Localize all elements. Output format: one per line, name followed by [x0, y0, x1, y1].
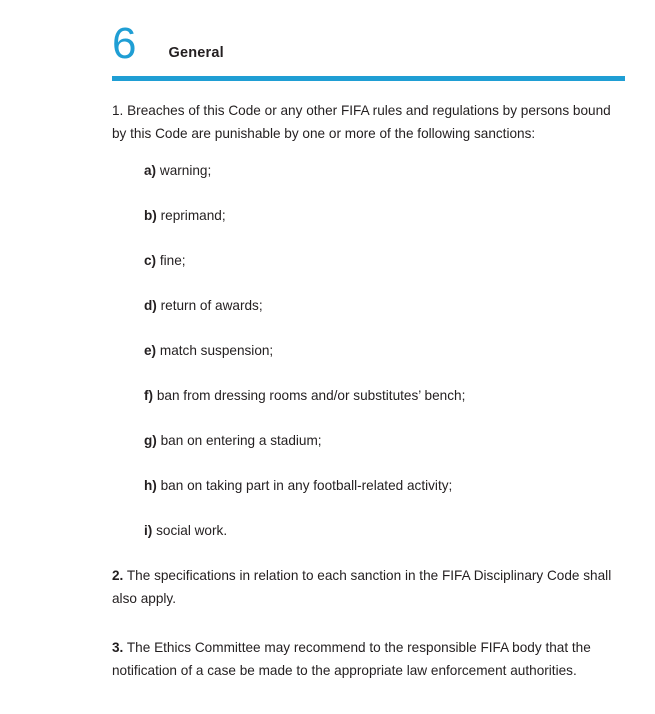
- intro-paragraph: 1. Breaches of this Code or any other FIFA rules and regulations by persons bound by this Code are punishable by one or more of the following sanctions:: [112, 103, 611, 141]
- chapter-title: General: [168, 45, 224, 61]
- list-item-marker: e): [144, 343, 157, 358]
- list-item: [112, 384, 625, 407]
- list-item-marker: h): [144, 478, 157, 493]
- list-item-text: match suspension;: [156, 343, 274, 358]
- list-item-text: warning;: [156, 163, 212, 178]
- paragraph-3-number: 3.: [112, 640, 124, 655]
- list-item-text: ban from dressing rooms and/or substitutes’ bench;: [153, 388, 466, 403]
- list-item: [112, 159, 625, 182]
- header-divider: [112, 76, 625, 81]
- list-item-text: return of awards;: [156, 298, 263, 313]
- list-item: [112, 519, 625, 542]
- list-item-marker: f): [144, 388, 154, 403]
- list-item-text: social work.: [152, 523, 228, 538]
- list-item-marker: b): [144, 208, 157, 223]
- list-item: [112, 429, 625, 452]
- list-item-marker: a): [144, 163, 157, 178]
- page-header: [112, 0, 625, 66]
- paragraph-3-text: The Ethics Committee may recommend to the responsible FIFA body that the notification of a case be made to the appropriate law enforcement authorities.: [112, 640, 591, 678]
- paragraph-2: [112, 564, 625, 610]
- paragraph-2-text: The specifications in relation to each sanction in the FIFA Disciplinary Code shall also apply.: [112, 568, 612, 606]
- list-item-text: ban on taking part in any football-related activity;: [156, 478, 453, 493]
- list-item-text: fine;: [156, 253, 186, 268]
- list-item: [112, 204, 625, 227]
- list-item-text: ban on entering a stadium;: [156, 433, 322, 448]
- list-item: [112, 339, 625, 362]
- sanctions-list: [112, 159, 625, 542]
- list-item-marker: g): [144, 433, 157, 448]
- list-item-marker: d): [144, 298, 157, 313]
- list-item: [112, 294, 625, 317]
- chapter-number: 6: [112, 19, 137, 68]
- list-item-marker: i): [144, 523, 153, 538]
- list-item: [112, 249, 625, 272]
- paragraph-2-number: 2.: [112, 568, 124, 583]
- list-item: [112, 474, 625, 497]
- paragraph-3: [112, 636, 625, 682]
- list-item-marker: c): [144, 253, 157, 268]
- list-item-text: reprimand;: [156, 208, 226, 223]
